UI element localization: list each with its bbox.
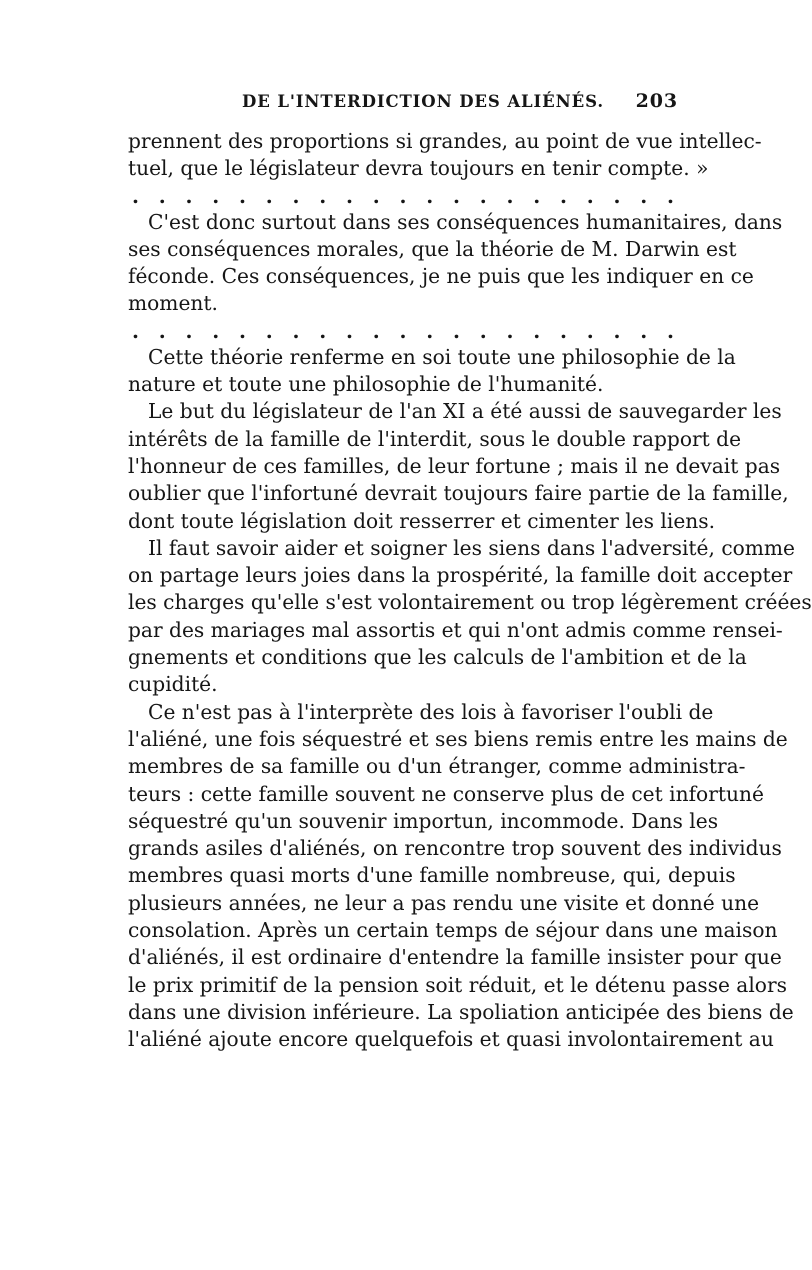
text-line: les charges qu'elle s'est volontairement ou trop légèrement créées (128, 590, 812, 615)
text-line: oublier que l'infortuné devrait toujours faire partie de la famille, (128, 481, 789, 506)
text-line: membres de sa famille ou d'un étranger, comme administra- (128, 754, 746, 779)
text-line: ses conséquences morales, que la théorie de M. Darwin est (128, 236, 737, 261)
text-line: le prix primitif de la pension soit réduit, et le détenu passe alors (128, 972, 787, 997)
ellipsis-dots: . . . . . . . . . . . . . . . . . . . . . (132, 183, 674, 208)
text-line: Il faut savoir aider et soigner les siens dans l'adversité, comme (148, 535, 796, 560)
text-line: membres quasi morts d'une famille nombreuse, qui, depuis (128, 863, 736, 888)
text-line: plusieurs années, ne leur a pas rendu une visite et donné une (128, 890, 760, 915)
text-line: l'honneur de ces familles, de leur fortune ; mais il ne devait pas (128, 453, 781, 478)
text-line: cupidité. (128, 672, 218, 697)
text-line: C'est donc surtout dans ses conséquences humanitaires, dans (148, 209, 783, 234)
ellipsis-row (128, 318, 674, 344)
text-line: nature et toute une philosophie de l'humanité. (128, 372, 604, 397)
text-line: Le but du législateur de l'an XI a été aussi de sauvegarder les (148, 399, 782, 424)
text-line: gnements et conditions que les calculs de l'ambition et de la (128, 645, 747, 670)
text-line: consolation. Après un certain temps de séjour dans une maison (128, 918, 778, 943)
text-line: Cette théorie renferme en soi toute une philosophie de la (148, 344, 736, 369)
text-line: dont toute législation doit resserrer et cimenter les liens. (128, 508, 716, 533)
text-line: d'aliénés, il est ordinaire d'entendre la famille insister pour que (128, 945, 782, 970)
text-line: teurs : cette famille souvent ne conserve plus de cet infortuné (128, 781, 764, 806)
text-line: séquestré qu'un souvenir importun, incommode. Dans les (128, 808, 719, 833)
text-line: on partage leurs joies dans la prospérité, la famille doit accepter (128, 563, 793, 588)
text-line: tuel, que le législateur devra toujours en tenir compte. » (128, 156, 709, 181)
text-line: par des mariages mal assortis et qui n'ont admis comme rensei- (128, 617, 783, 642)
text-line: moment. (128, 291, 218, 316)
text-line: prennent des proportions si grandes, au point de vue intellec- (128, 129, 762, 153)
running-head (128, 88, 678, 128)
text-line: féconde. Ces conséquences, je ne puis que les indiquer en ce (128, 264, 754, 289)
page-number: 203 (635, 90, 678, 112)
running-title: DE L'INTERDICTION DES ALIÉNÉS. (242, 92, 604, 111)
text-line: l'aliéné, une fois séquestré et ses biens remis entre les mains de (128, 726, 788, 751)
text-line: dans une division inférieure. La spoliation anticipée des biens de (128, 999, 794, 1024)
text-line: Ce n'est pas à l'interprète des lois à favoriser l'oubli de (148, 699, 714, 724)
text-line: l'aliéné ajoute encore quelquefois et quasi involontairement au (128, 1027, 774, 1052)
text-line: grands asiles d'aliénés, on rencontre trop souvent des individus (128, 836, 782, 861)
body-text (128, 128, 812, 1054)
text-line: intérêts de la famille de l'interdit, sous le double rapport de (128, 426, 742, 451)
book-page (128, 88, 812, 1054)
ellipsis-row (128, 183, 674, 209)
ellipsis-dots: . . . . . . . . . . . . . . . . . . . . . (132, 318, 674, 343)
